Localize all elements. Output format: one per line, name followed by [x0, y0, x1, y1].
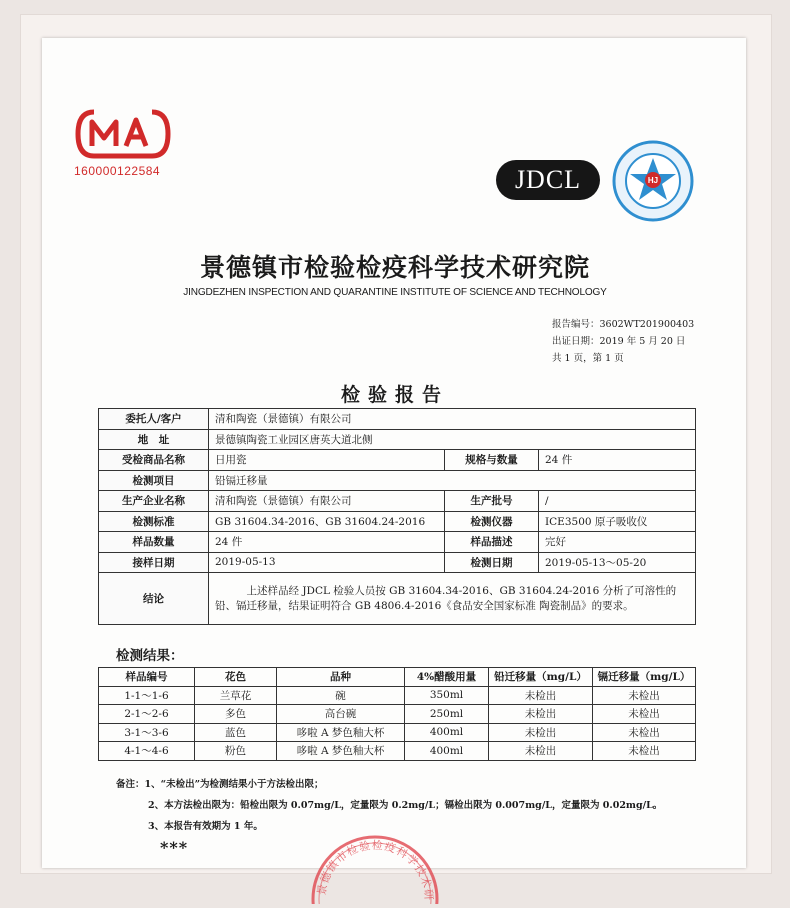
cell: 未检出	[489, 742, 593, 761]
standard-value: GB 31604.34-2016、GB 31604.24-2016	[209, 511, 445, 532]
conclusion-label: 结论	[99, 573, 209, 625]
address-label: 地 址	[99, 429, 209, 450]
cell: 多色	[195, 705, 277, 724]
note-3: 3、本报告有效期为 1 年。	[148, 821, 263, 832]
table-row	[99, 686, 696, 705]
qty-label: 样品数量	[99, 532, 209, 553]
col-sample-no: 样品编号	[99, 668, 195, 687]
cell: 未检出	[489, 686, 593, 705]
cell: 未检出	[489, 705, 593, 724]
svg-text:景德镇市检验检疫科学技术研究院: 景德镇市检验检疫科学技术研	[314, 838, 436, 902]
col-lead: 铅迁移量（mg/L）	[489, 668, 593, 687]
cell: 未检出	[489, 723, 593, 742]
cell: 未检出	[593, 705, 696, 724]
cell: 250ml	[405, 705, 489, 724]
report-meta	[552, 316, 694, 367]
cell: 哆啦 A 梦色釉大杯	[277, 723, 405, 742]
results-header-row	[99, 668, 696, 687]
recv-value: 2019-05-13	[209, 552, 445, 573]
official-stamp	[300, 824, 450, 904]
table-row	[99, 742, 696, 761]
note-1: 备注：1、“未检出”为检测结果小于方法检出限；	[116, 779, 324, 790]
client-value: 清和陶瓷（景德镇）有限公司	[209, 409, 696, 430]
svg-text:HJ: HJ	[647, 176, 659, 185]
table-row	[99, 705, 696, 724]
cell: 2-1～2-6	[99, 705, 195, 724]
hj-logo	[612, 140, 694, 222]
instrument-label: 检测仪器	[445, 511, 539, 532]
instrument-value: ICE3500 原子吸收仪	[539, 511, 696, 532]
client-label: 委托人/客户	[99, 409, 209, 430]
cell: 碗	[277, 686, 405, 705]
cell: 高台碗	[277, 705, 405, 724]
cell: 哆啦 A 梦色釉大杯	[277, 742, 405, 761]
test-date-label: 检测日期	[445, 552, 539, 573]
cell: 400ml	[405, 742, 489, 761]
cell: 粉色	[195, 742, 277, 761]
qty-value: 24 件	[209, 532, 445, 553]
note-2: 2、本方法检出限为：铅检出限为 0.07mg/L，定量限为 0.2mg/L；镉检出限为 0.007mg/L，定量限为 0.02mg/L。	[148, 800, 663, 811]
report-info-table	[98, 408, 696, 625]
hj-seal-icon	[612, 140, 694, 222]
jdcl-logo: JDCL	[496, 160, 600, 200]
spec-label: 规格与数量	[445, 450, 539, 471]
conclusion-value: 上述样品经 JDCL 检验人员按 GB 31604.34-2016、GB 31604.24-2016 分析了可溶性的铅、镉迁移量，结果证明符合 GB 4806.4-2016《食品安全国家标准 陶瓷制品》的要求。	[209, 573, 696, 625]
cell: 1-1～1-6	[99, 686, 195, 705]
cell: 350ml	[405, 686, 489, 705]
results-table	[98, 667, 696, 761]
item-value: 铅镉迁移量	[209, 470, 696, 491]
cma-number: 160000122584	[74, 164, 161, 178]
results-title: 检测结果：	[116, 648, 184, 664]
address-value: 景德镇陶瓷工业园区唐英大道北侧	[209, 429, 696, 450]
col-acid: 4%醋酸用量	[405, 668, 489, 687]
batch-label: 生产批号	[445, 491, 539, 512]
cma-logo	[74, 108, 202, 178]
report-title: 检验报告	[340, 384, 449, 406]
test-date-value: 2019-05-13～05-20	[539, 552, 696, 573]
table-row	[99, 723, 696, 742]
institute-name-cn: 景德镇市检验检疫科学技术研究院	[199, 253, 590, 282]
cell: 400ml	[405, 723, 489, 742]
seal-stamp-icon	[300, 824, 450, 904]
standard-label: 检测标准	[99, 511, 209, 532]
institute-name-en: JINGDEZHEN INSPECTION AND QUARANTINE INSTITUTE OF SCIENCE AND TECHNOLOGY	[183, 286, 607, 298]
item-label: 检测项目	[99, 470, 209, 491]
cell: 兰草花	[195, 686, 277, 705]
signature-placeholder: ***	[160, 838, 189, 857]
product-value: 日用瓷	[209, 450, 445, 471]
cma-mark-icon	[74, 108, 172, 160]
maker-label: 生产企业名称	[99, 491, 209, 512]
cell: 未检出	[593, 723, 696, 742]
cell: 未检出	[593, 686, 696, 705]
page-count: 共 1 页，第 1 页	[552, 353, 624, 364]
product-label: 受检商品名称	[99, 450, 209, 471]
desc-value: 完好	[539, 532, 696, 553]
cell: 未检出	[593, 742, 696, 761]
col-variety: 品种	[277, 668, 405, 687]
cell: 3-1～3-6	[99, 723, 195, 742]
cell: 4-1～4-6	[99, 742, 195, 761]
col-cadmium: 镉迁移量（mg/L）	[593, 668, 696, 687]
maker-value: 清和陶瓷（景德镇）有限公司	[209, 491, 445, 512]
batch-value: /	[539, 491, 696, 512]
recv-label: 接样日期	[99, 552, 209, 573]
spec-value: 24 件	[539, 450, 696, 471]
issue-date: 出证日期：2019 年 5 月 20 日	[552, 336, 686, 347]
cell: 蓝色	[195, 723, 277, 742]
desc-label: 样品描述	[445, 532, 539, 553]
report-number: 报告编号：3602WT201900403	[552, 319, 695, 330]
col-color: 花色	[195, 668, 277, 687]
